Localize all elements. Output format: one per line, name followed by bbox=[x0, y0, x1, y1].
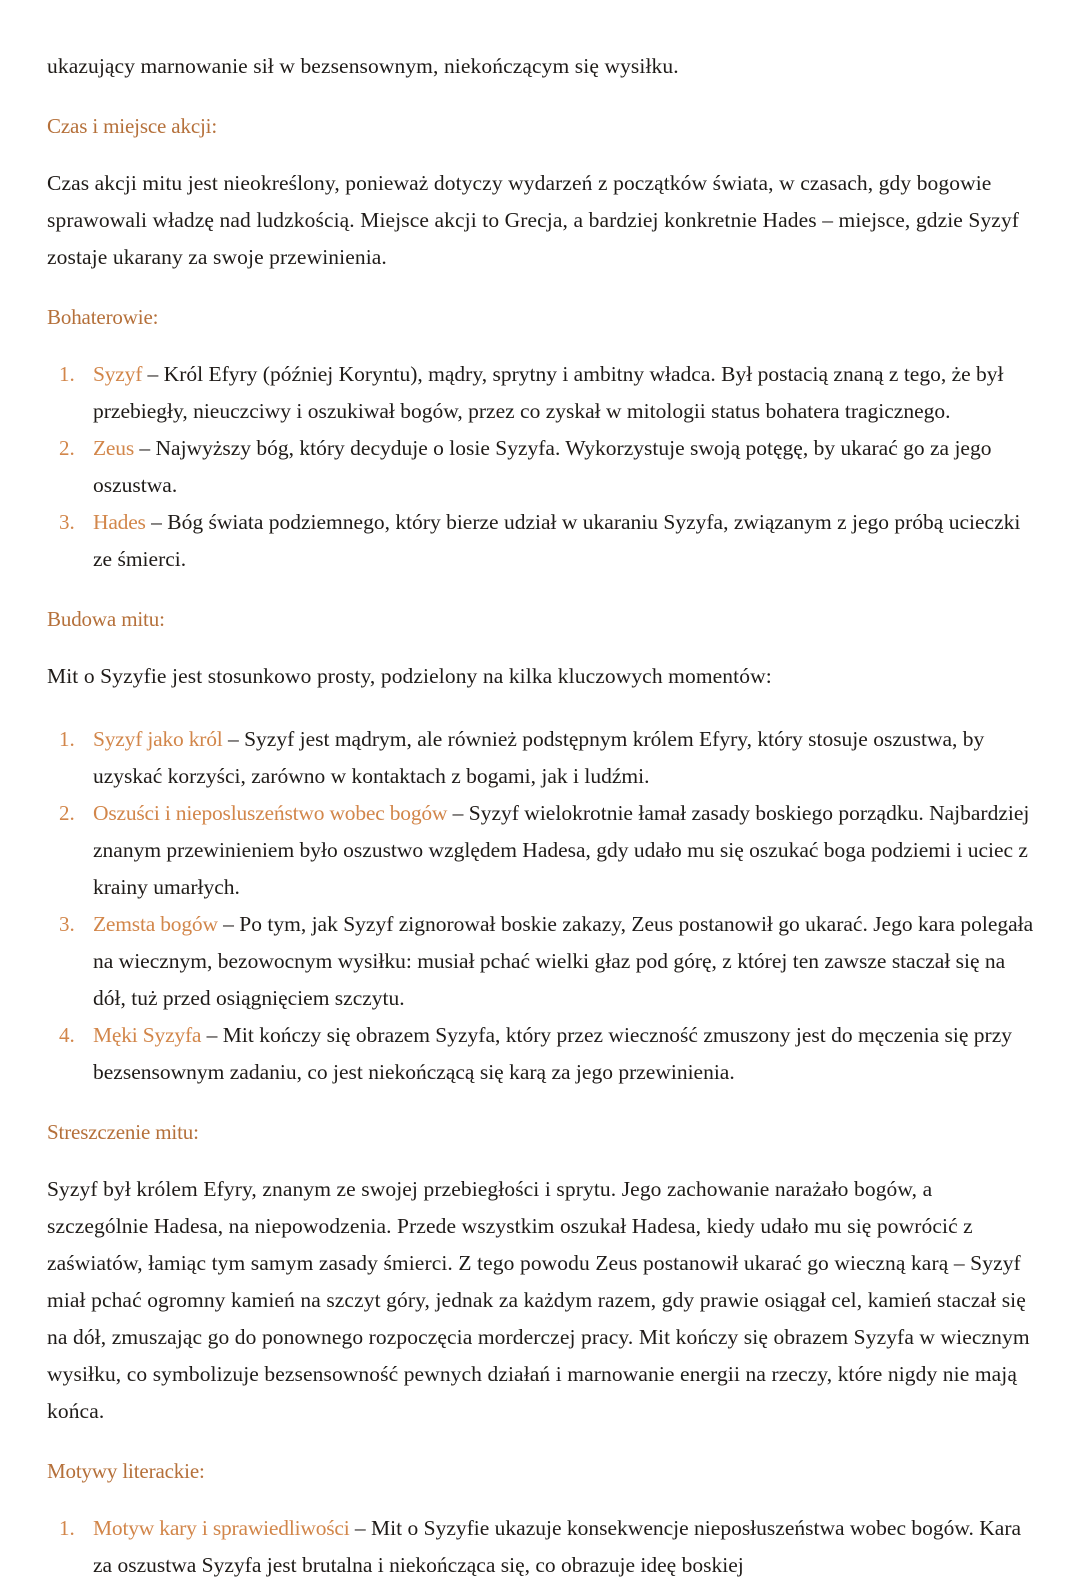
list-budowa-mitu bbox=[47, 721, 1038, 1091]
intro-continuation-paragraph: ukazujący marnowanie sił w bezsensownym, niekończącym się wysiłku. bbox=[47, 54, 679, 78]
list-item bbox=[47, 430, 1038, 504]
paragraph-streszczenie-mitu: Syzyf był królem Efyry, znanym ze swojej przebiegłości i sprytu. Jego zachowanie narażało bogów, a szczególnie Hadesa, na niepowodzenia. Przede wszystkim oszukał Hadesa, kiedy udało mu się powrócić z zaświatów, łamiąc tym samym zasady śmierci. Z tego powodu Zeus postanowił ukarać go wieczną karą – Syzyf miał pchać ogromny kamień na szczyt góry, jednak za każdym razem, gdy prawie osiągał cel, kamień staczał się na dół, zmuszając go do ponownego rozpoczęcia morderczej pracy. Mit kończy się obrazem Syzyfa w wiecznym wysiłku, co symbolizuje bezsensowność pewnych działań i marnowanie energii na rzeczy, które nigdy nie mają końca. bbox=[47, 1177, 1030, 1423]
heading-motywy-literackie: Motywy literackie: bbox=[47, 1459, 205, 1483]
list-item-keyword: Zeus bbox=[93, 436, 134, 460]
list-item bbox=[47, 906, 1038, 1017]
heading-budowa-mitu: Budowa mitu: bbox=[47, 607, 165, 631]
list-item-keyword: Motyw kary i sprawiedliwości bbox=[93, 1516, 350, 1540]
list-item-keyword: Oszuści i nieposluszeństwo wobec bogów bbox=[93, 801, 448, 825]
list-item-keyword: Hades bbox=[93, 510, 146, 534]
list-item-text: – Mit o Syzyfie ukazuje konsekwencje nieposłuszeństwa wobec bogów. Kara za oszustwa Syzyfa jest brutalna i niekończąca się, co obrazuje ideę boskiej bbox=[93, 1516, 1022, 1577]
list-item bbox=[47, 504, 1038, 578]
list-item-text: – Syzyf wielokrotnie łamał zasady boskiego porządku. Najbardziej znanym przewinieniem było oszustwo względem Hadesa, gdy udało mu się oszukać boga podziemi i uciec z krainy umarłych. bbox=[93, 801, 1030, 899]
list-item bbox=[47, 1017, 1038, 1091]
list-item-text: – Syzyf jest mądrym, ale również podstępnym królem Efyry, który stosuje oszustwa, by uzyskać korzyści, zarówno w kontaktach z bogami, jak i ludźmi. bbox=[93, 727, 985, 788]
list-item bbox=[47, 1510, 1038, 1584]
list-item bbox=[47, 721, 1038, 795]
paragraph-czas-i-miejsce-akcji: Czas akcji mitu jest nieokreślony, ponieważ dotyczy wydarzeń z początków świata, w czasach, gdy bogowie sprawowali władzę nad ludzkością. Miejsce akcji to Grecja, a bardziej konkretnie Hades – miejsce, gdzie Syzyf zostaje ukarany za swoje przewinienia. bbox=[47, 171, 1020, 269]
list-item-text: – Król Efyry (później Koryntu), mądry, sprytny i ambitny władca. Był postacią znaną z tego, że był przebiegły, nieuczciwy i oszukiwał bogów, przez co zyskał w mitologii status bohatera tragicznego. bbox=[93, 362, 1004, 423]
list-item-text: – Bóg świata podziemnego, który bierze udział w ukaraniu Syzyfa, związanym z jego próbą ucieczki ze śmierci. bbox=[93, 510, 1021, 571]
paragraph-budowa-mitu: Mit o Syzyfie jest stosunkowo prosty, podzielony na kilka kluczowych momentów: bbox=[47, 664, 772, 688]
list-item-keyword: Syzyf bbox=[93, 362, 143, 386]
heading-bohaterowie: Bohaterowie: bbox=[47, 305, 159, 329]
list-item-text: – Po tym, jak Syzyf zignorował boskie zakazy, Zeus postanowił go ukarać. Jego kara polegała na wiecznym, bezowocnym wysiłku: musiał pchać wielki głaz pod górę, z której ten zawsze staczał się na dół, tuż przed osiągnięciem szczytu. bbox=[93, 912, 1034, 1010]
list-item bbox=[47, 356, 1038, 430]
heading-czas-i-miejsce-akcji: Czas i miejsce akcji: bbox=[47, 114, 218, 138]
list-item-keyword: Męki Syzyfa bbox=[93, 1023, 202, 1047]
list-item-text: – Mit kończy się obrazem Syzyfa, który przez wieczność zmuszony jest do męczenia się przy bezsensownym zadaniu, co jest niekończącą się karą za jego przewinienia. bbox=[93, 1023, 1012, 1084]
list-motywy-literackie bbox=[47, 1510, 1038, 1584]
heading-streszczenie-mitu: Streszczenie mitu: bbox=[47, 1120, 199, 1144]
list-item bbox=[47, 795, 1038, 906]
list-bohaterowie bbox=[47, 356, 1038, 578]
list-item-keyword: Zemsta bogów bbox=[93, 912, 218, 936]
list-item-text: – Najwyższy bóg, który decyduje o losie Syzyfa. Wykorzystuje swoją potęgę, by ukarać go za jego oszustwa. bbox=[93, 436, 992, 497]
list-item-keyword: Syzyf jako król bbox=[93, 727, 223, 751]
